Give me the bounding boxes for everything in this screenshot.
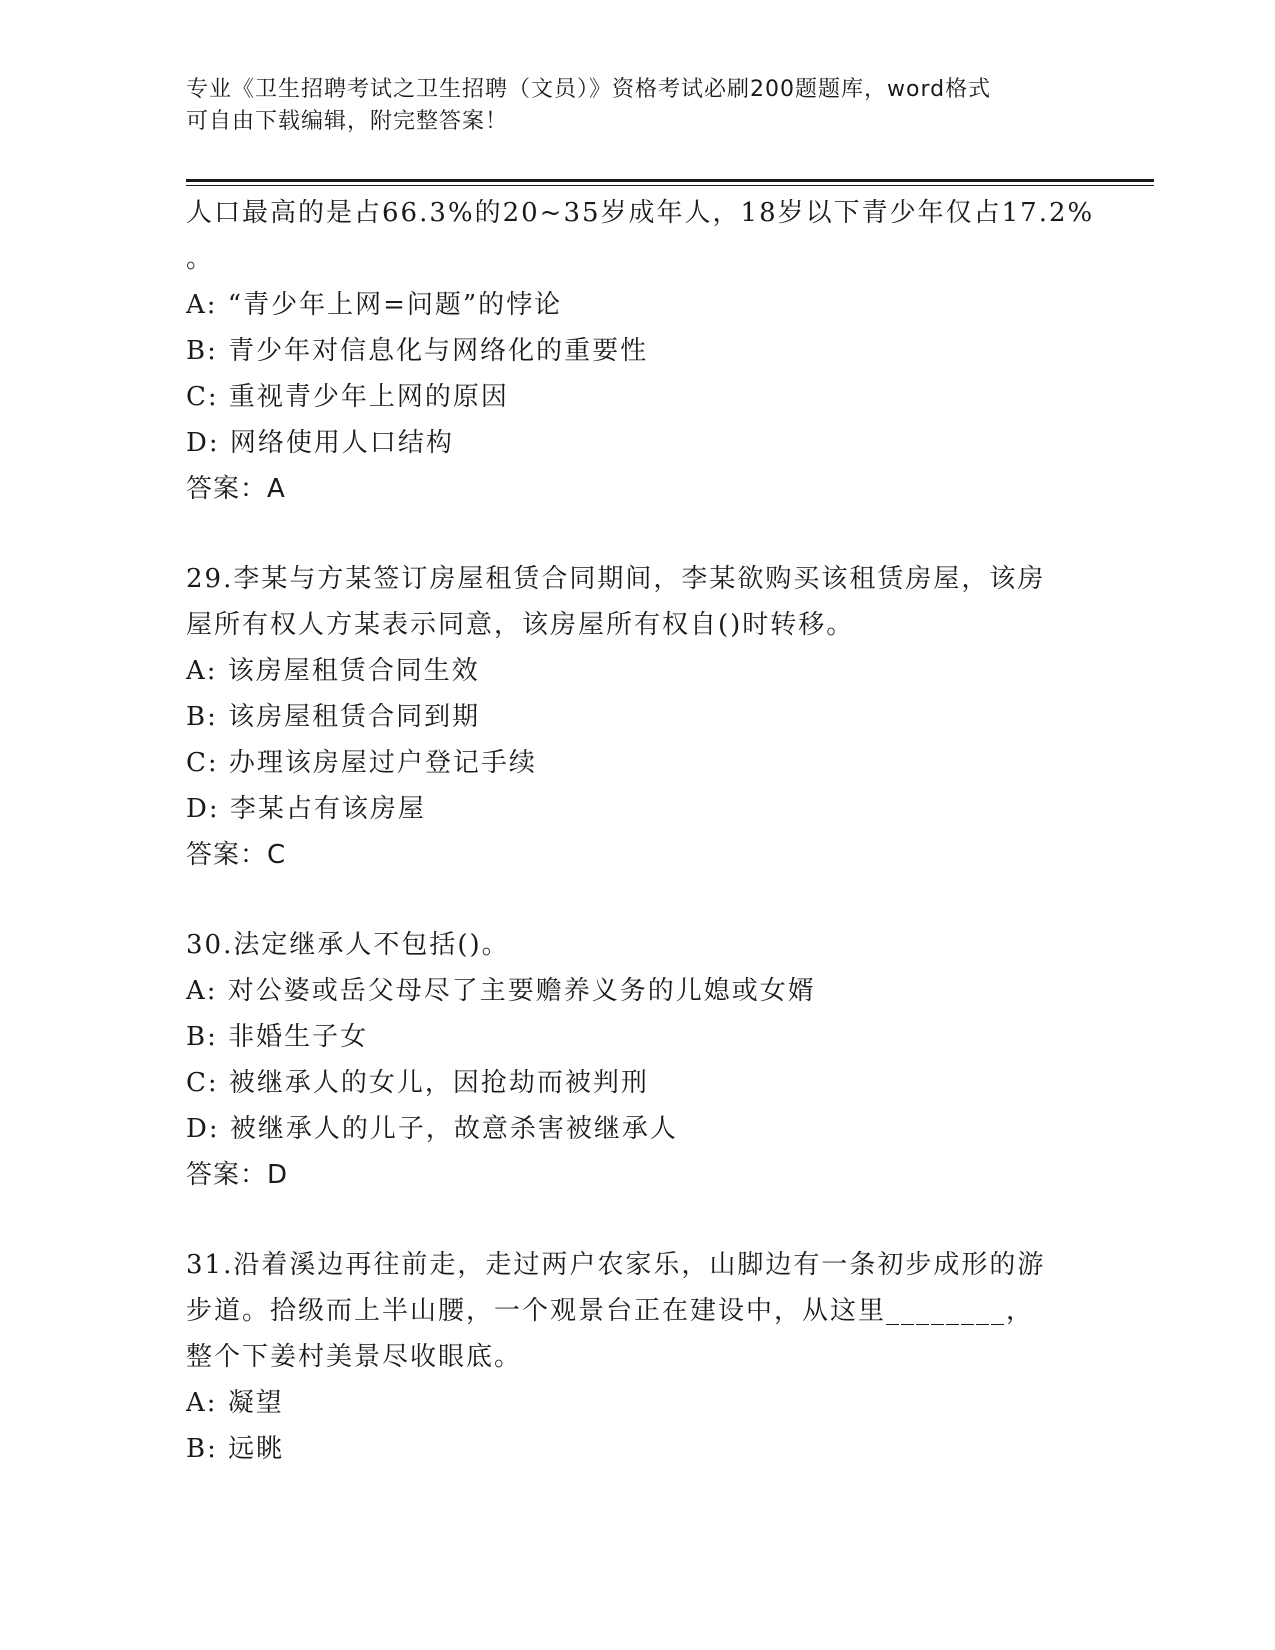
question-29 [186, 556, 1086, 878]
option-b: B: 该房屋租赁合同到期 [186, 702, 481, 732]
option-c: C: 办理该房屋过户登记手续 [186, 748, 537, 778]
question-list [186, 190, 1095, 1472]
option-b: B: 青少年对信息化与网络化的重要性 [186, 336, 649, 366]
question-stem-line: 30.法定继承人不包括()。 [186, 930, 510, 960]
question-stem-line: 屋所有权人方某表示同意，该房屋所有权自()时转移。 [186, 610, 855, 640]
option-b: B: 非婚生子女 [186, 1022, 369, 1052]
option-b: B: 远眺 [186, 1434, 285, 1464]
question-stem-line: 人口最高的是占66.3%的20~35岁成年人，18岁以下青少年仅占17.2% [186, 198, 1095, 228]
question-stem-line: 。 [186, 244, 215, 274]
spacer [186, 1198, 1086, 1242]
option-a: A: “青少年上网=问题”的悖论 [186, 290, 563, 320]
question-stem-line: 31.沿着溪边再往前走，走过两户农家乐，山脚边有一条初步成形的游 [186, 1250, 1046, 1280]
header-line-1: 专业《卫生招聘考试之卫生招聘（文员）》资格考试必刷200题题库，word格式 [186, 77, 992, 102]
spacer [186, 512, 1086, 556]
question-stem-line: 整个下姜村美景尽收眼底。 [186, 1342, 523, 1372]
option-d: D: 李某占有该房屋 [186, 794, 426, 824]
question-31 [186, 1242, 1086, 1472]
spacer [186, 878, 1086, 922]
question-30 [186, 922, 1086, 1198]
answer-label: 答案：C [186, 840, 287, 870]
answer-label: 答案：D [186, 1160, 289, 1190]
question-stem-line: 步道。拾级而上半山腰，一个观景台正在建设中，从这里________， [186, 1296, 1035, 1326]
header-line-2: 可自由下载编辑，附完整答案！ [186, 109, 509, 134]
question-stem-line: 29.李某与方某签订房屋租赁合同期间，李某欲购买该租赁房屋，该房 [186, 564, 1046, 594]
option-d: D: 被继承人的儿子，故意杀害被继承人 [186, 1114, 678, 1144]
option-a: A: 对公婆或岳父母尽了主要赡养义务的儿媳或女婿 [186, 976, 816, 1006]
answer-label: 答案：A [186, 474, 286, 504]
option-c: C: 被继承人的女儿，因抢劫而被判刑 [186, 1068, 649, 1098]
header-divider-thick [186, 179, 1154, 182]
option-a: A: 该房屋租赁合同生效 [186, 656, 480, 686]
option-c: C: 重视青少年上网的原因 [186, 382, 509, 412]
option-a: A: 凝望 [186, 1388, 284, 1418]
header-divider-thin [186, 185, 1154, 186]
option-d: D: 网络使用人口结构 [186, 428, 454, 458]
question-28 [186, 190, 1095, 512]
document-header [186, 74, 1086, 138]
